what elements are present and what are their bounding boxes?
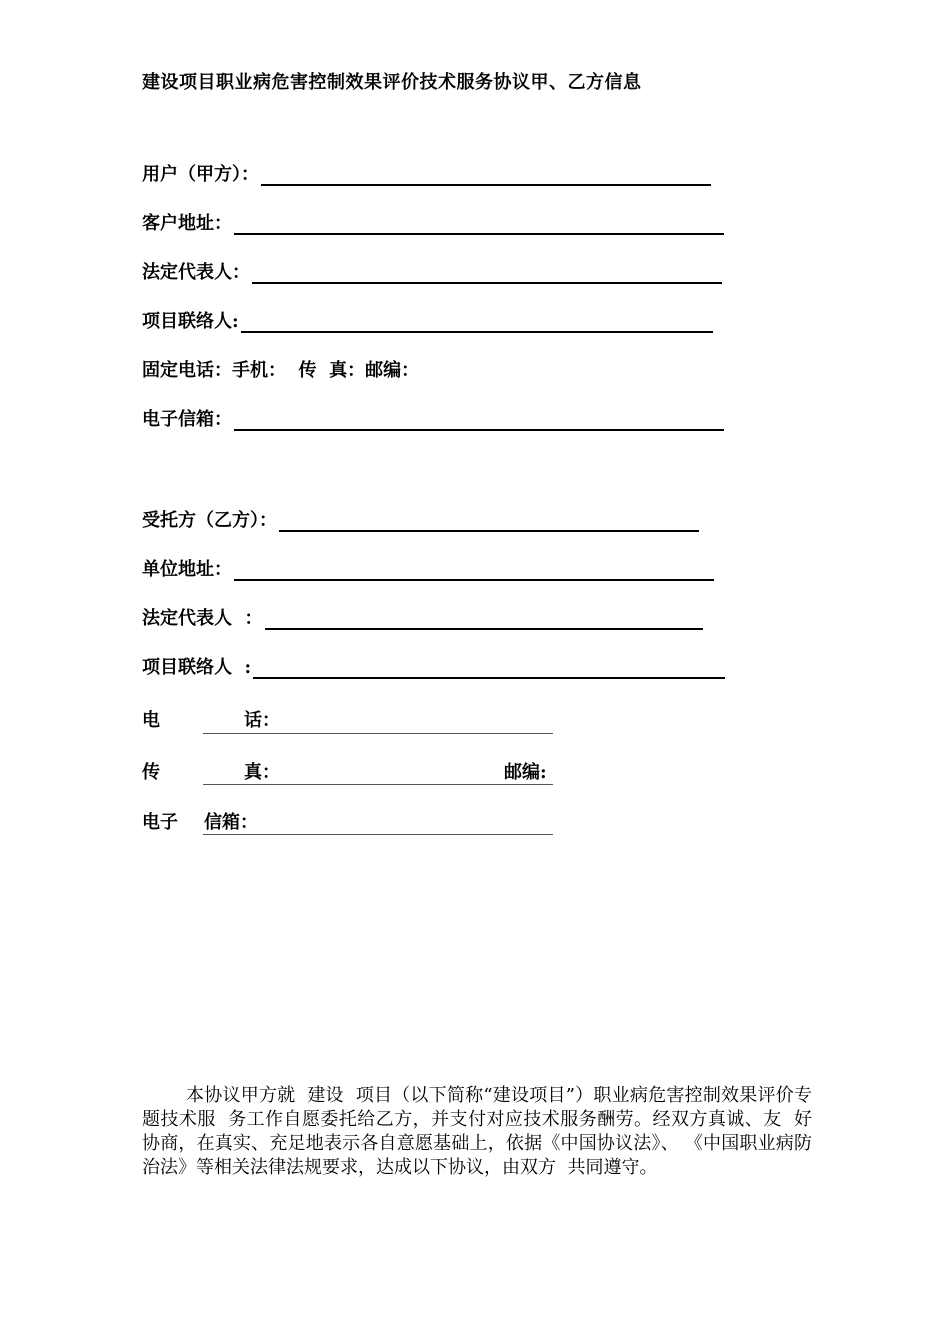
- party-b-postcode-label: 邮编:: [504, 762, 547, 783]
- party-a-contact-blank[interactable]: [241, 313, 713, 333]
- party-b-legal-rep-label: 法定代表人 ：: [142, 608, 263, 629]
- party-b-trustee-row: [142, 508, 699, 532]
- party-a-address-blank[interactable]: [234, 215, 724, 235]
- party-b-address-blank[interactable]: [234, 561, 714, 581]
- party-b-phone-label-b: 话：: [244, 710, 280, 731]
- document-title: 建设项目职业病危害控制效果评价技术服务协议甲、乙方信息: [142, 72, 642, 93]
- party-a-user-row: [142, 162, 711, 186]
- party-b-email-blank[interactable]: [203, 834, 553, 835]
- party-b-trustee-label: 受托方（乙方）：: [142, 510, 277, 531]
- party-a-user-blank[interactable]: [261, 166, 711, 186]
- party-b-fax-label-b: 真：: [244, 762, 280, 783]
- party-b-legal-rep-row: [142, 606, 703, 630]
- party-b-email-label-a: 电子: [142, 812, 178, 833]
- party-a-legal-rep-blank[interactable]: [252, 264, 722, 284]
- party-a-address-label: 客户地址：: [142, 213, 232, 234]
- party-a-email-blank[interactable]: [234, 411, 724, 431]
- party-b-trustee-blank[interactable]: [279, 512, 699, 532]
- party-a-legal-rep-row: [142, 260, 722, 284]
- party-b-email-label-b: 信箱：: [204, 812, 258, 833]
- party-a-legal-rep-label: 法定代表人：: [142, 262, 250, 283]
- party-b-address-row: [142, 557, 714, 581]
- party-a-user-label: 用户（甲方）：: [142, 164, 259, 185]
- party-a-email-label: 电子信箱：: [142, 409, 232, 430]
- party-b-address-label: 单位地址：: [142, 559, 232, 580]
- party-b-fax-label-a: 传: [142, 762, 160, 783]
- party-b-legal-rep-blank[interactable]: [265, 610, 703, 630]
- party-a-email-row: [142, 407, 724, 431]
- party-a-phone-line: 固定电话：手机： 传 真：邮编：: [142, 360, 420, 381]
- party-b-phone-blank[interactable]: [203, 733, 553, 734]
- party-b-contact-label: 项目联络人 :: [142, 657, 252, 678]
- party-a-phone-row: [142, 358, 419, 382]
- agreement-paragraph: 本协议甲方就 建设 项目（以下简称“建设项目”）职业病危害控制效果评价专题技术服 务工作自愿委托给乙方，并支付对应技术服务酬劳。经双方真诚、友 好协商，在真实、充足地表示各自意愿基础上，依据《中国协议法》、 《中国职业病防治法》等相关法律法规要求，达成以下协议，由双方 共同遵守。: [142, 1085, 812, 1178]
- party-a-contact-label: 项目联络人:: [142, 311, 239, 332]
- party-b-fax-blank[interactable]: [203, 784, 553, 785]
- party-b-phone-label-a: 电: [142, 710, 160, 731]
- party-b-contact-blank[interactable]: [253, 659, 725, 679]
- party-b-contact-row: [142, 655, 725, 679]
- party-a-address-row: [142, 211, 724, 235]
- party-a-contact-row: [142, 309, 713, 333]
